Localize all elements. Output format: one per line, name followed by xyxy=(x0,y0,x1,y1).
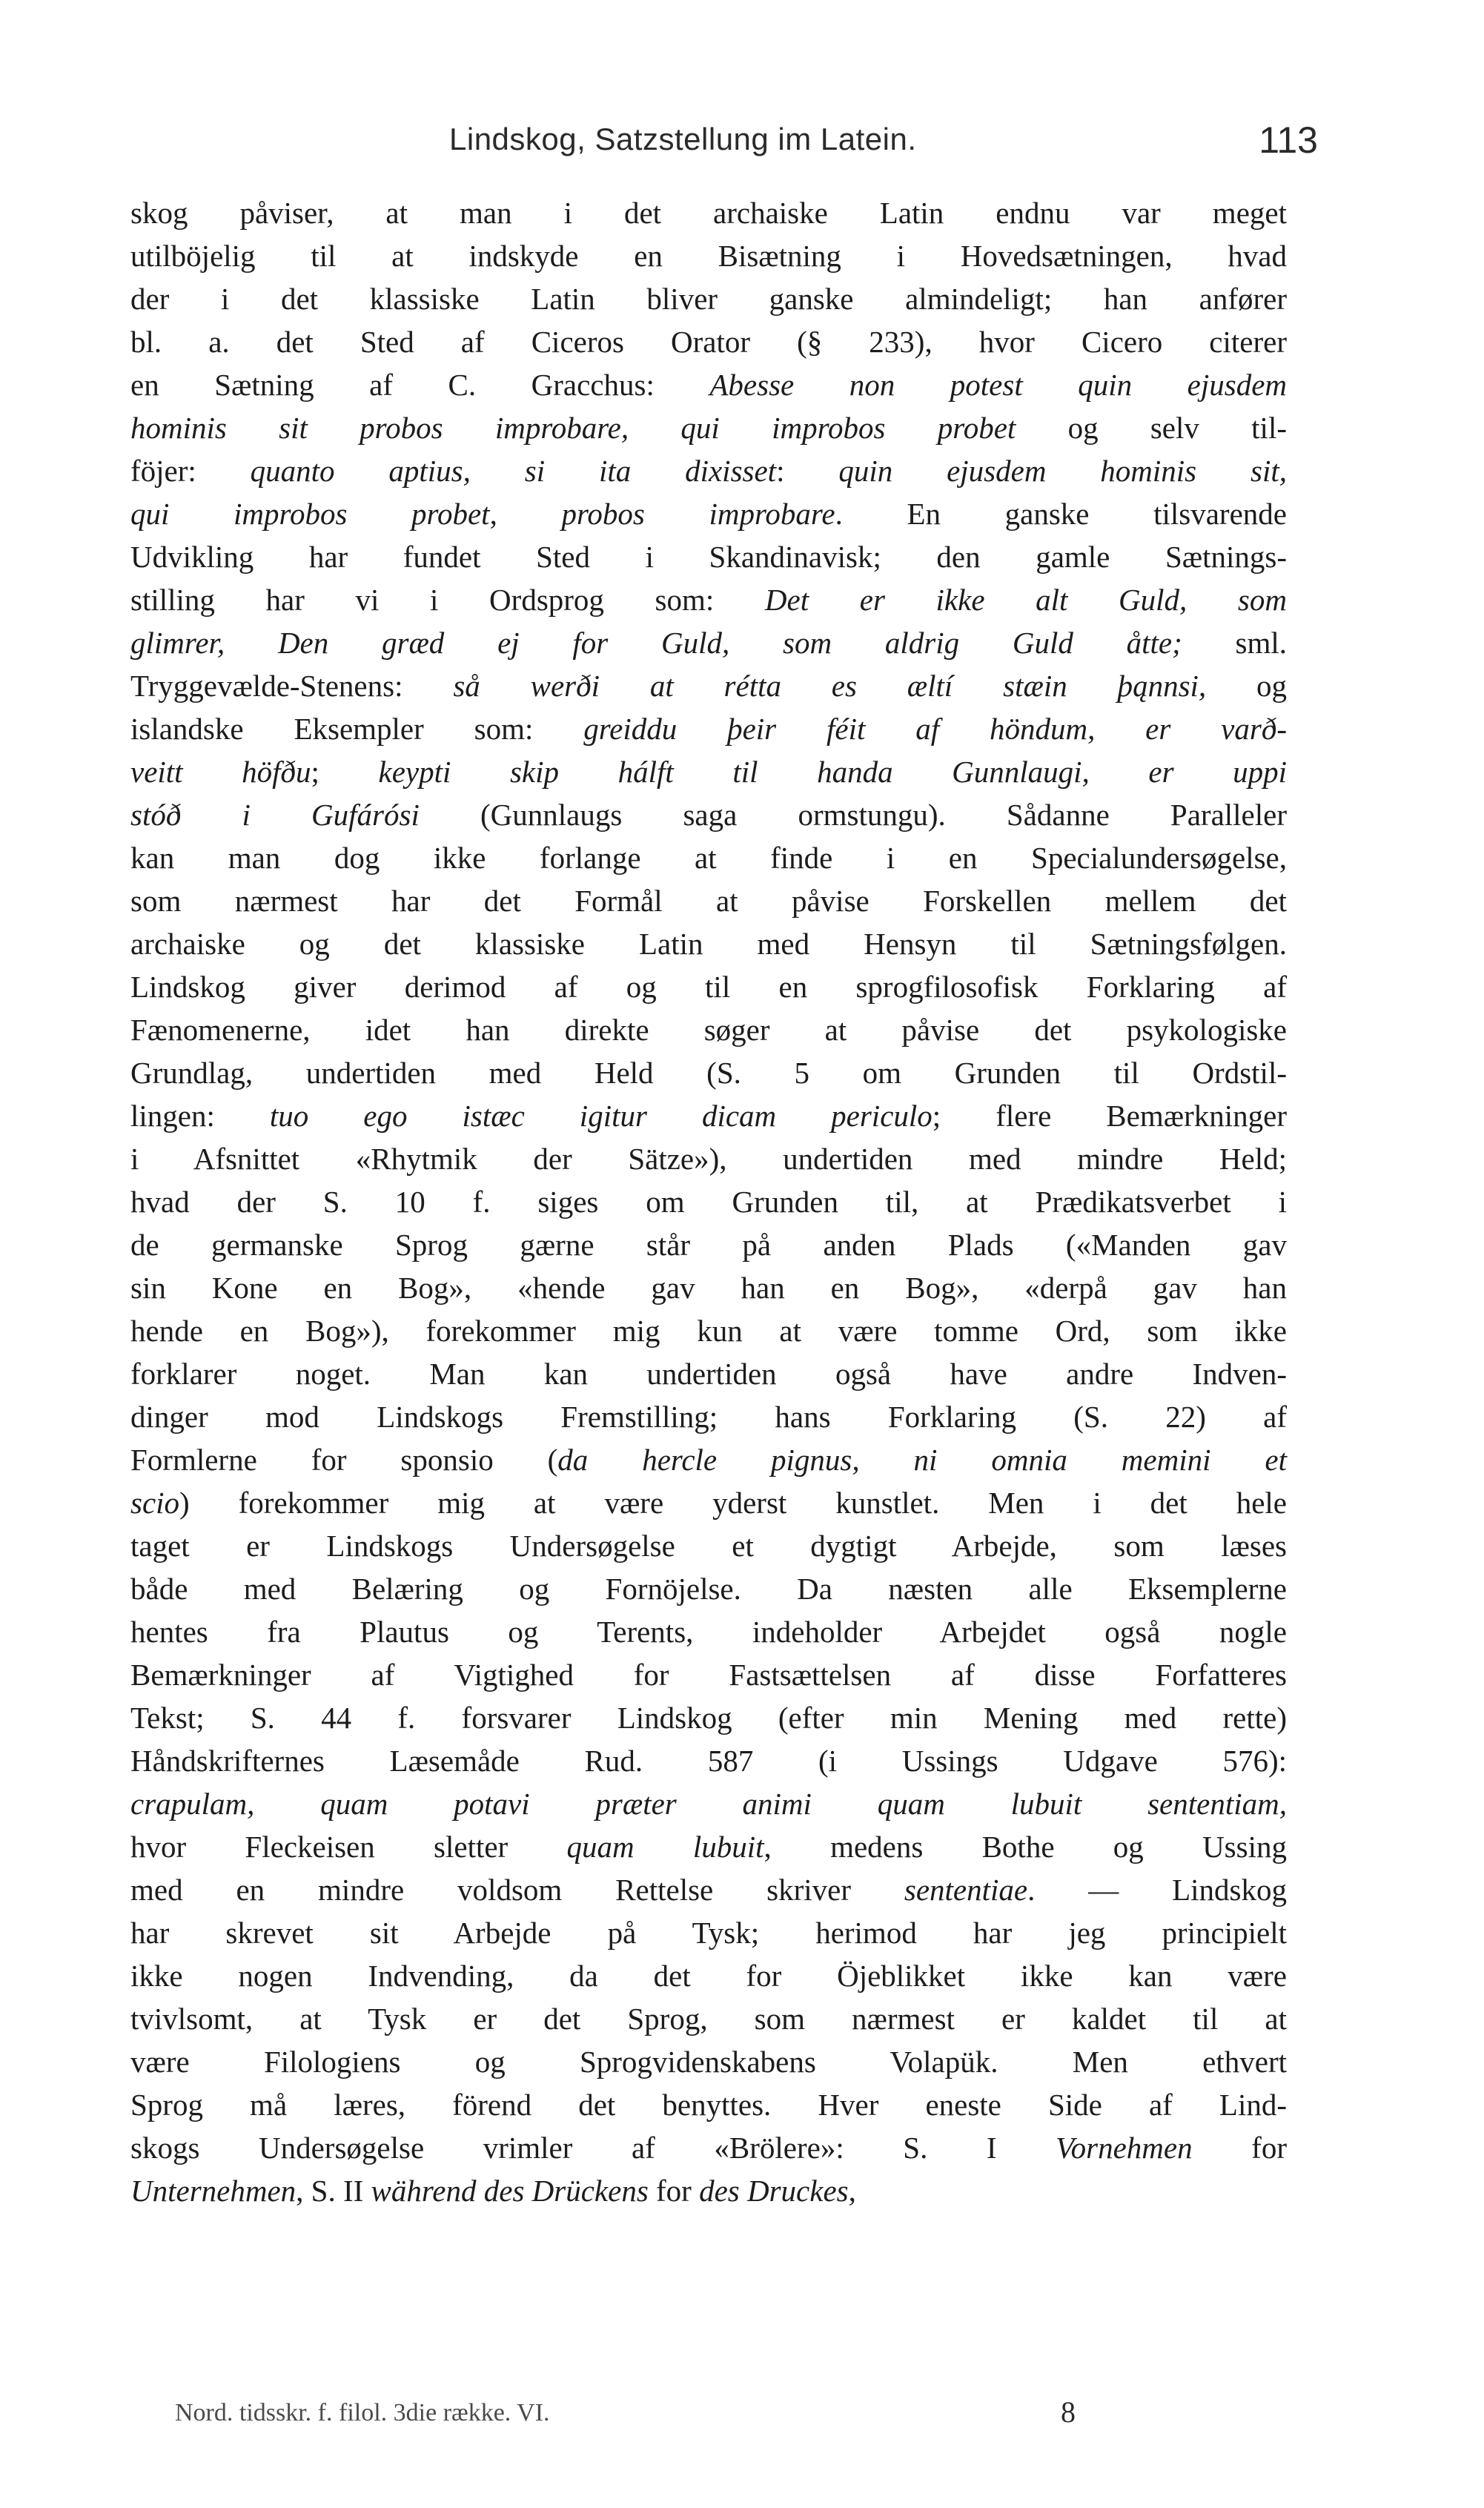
text-segment: Udvikling har fundet Sted i Skandinavisk; den gamle Sætnings- xyxy=(130,540,1287,574)
italic-segment: Det er ikke alt Guld, som xyxy=(764,583,1287,617)
journal-reference: Nord. tidsskr. f. filol. 3die række. VI. xyxy=(175,2399,550,2426)
text-segment: Tryggevælde-Stenens: xyxy=(130,669,454,703)
text-segment: archaiske og det klassiske Latin med Hensyn til Sætningsfølgen. xyxy=(130,927,1287,961)
text-segment: utilböjelig til at indskyde en Bisætning i Hovedsætningen, hvad xyxy=(130,239,1287,273)
text-segment: föjer: xyxy=(130,454,251,488)
text-line xyxy=(130,1739,1287,1782)
text-segment: ikke nogen Indvending, da det for Öjeblikket ikke kan være xyxy=(130,1959,1287,1993)
text-line xyxy=(130,2040,1287,2083)
text-segment: for xyxy=(648,2174,700,2208)
text-segment: Fænomenerne, idet han direkte søger at påvise det psykologiske xyxy=(130,1013,1287,1047)
text-line xyxy=(130,1868,1287,1911)
text-segment: bl. a. det Sted af Ciceros Orator (§ 233), hvor Cicero citerer xyxy=(130,325,1287,359)
text-segment: både med Belæring og Fornöjelse. Da næsten alle Eksemplerne xyxy=(130,1572,1287,1606)
text-line xyxy=(130,1481,1287,1524)
text-segment: i Afsnittet «Rhytmik der Sätze»), undertiden med mindre Held; xyxy=(130,1142,1287,1176)
text-line xyxy=(130,664,1287,707)
text-line xyxy=(130,1352,1287,1395)
text-segment: være Filologiens og Sprogvidenskabens Volapük. Men ethvert xyxy=(130,2045,1287,2079)
italic-segment: sententiae xyxy=(904,1873,1028,1907)
text-segment: skogs Undersøgelse vrimler af «Brölere»: S. I xyxy=(130,2131,1056,2165)
text-segment: lingen: xyxy=(130,1099,270,1133)
text-line xyxy=(130,1395,1287,1438)
text-segment: dinger mod Lindskogs Fremstilling; hans Forklaring (S. 22) af xyxy=(130,1400,1287,1434)
text-segment: som nærmest har det Formål at påvise Forskellen mellem det xyxy=(130,884,1287,918)
text-segment: med en mindre voldsom Rettelse skriver xyxy=(130,1873,904,1907)
text-segment: , xyxy=(489,497,562,531)
text-segment: taget er Lindskogs Undersøgelse et dygtigt Arbejde, som læses xyxy=(130,1529,1287,1563)
text-line xyxy=(130,535,1287,578)
text-line xyxy=(130,1653,1287,1696)
text-line xyxy=(130,578,1287,621)
text-line xyxy=(130,1524,1287,1567)
italic-segment: så werði at rétta es æltí stæin þąnnsi, xyxy=(453,669,1207,703)
italic-segment: glimrer, Den græd ej for Guld, som aldrig Guld åtte; xyxy=(130,626,1182,660)
text-segment: Bemærkninger af Vigtighed for Fastsættelsen af disse Forfatteres xyxy=(130,1658,1287,1692)
text-segment: de germanske Sprog gærne står på anden Plads («Manden gav xyxy=(130,1228,1287,1262)
body-text xyxy=(130,191,1287,2212)
text-segment: : xyxy=(776,454,839,488)
text-segment: forklarer noget. Man kan undertiden også have andre Indven- xyxy=(130,1357,1287,1391)
italic-segment: Abesse non potest quin ejusdem xyxy=(709,368,1288,402)
text-line xyxy=(130,793,1287,836)
text-line xyxy=(130,750,1287,793)
text-line xyxy=(130,1094,1287,1137)
text-line xyxy=(130,1180,1287,1223)
text-line xyxy=(130,1610,1287,1653)
italic-segment: hominis sit probos improbare, qui improbos probet xyxy=(130,411,1016,445)
text-line xyxy=(130,1954,1287,1997)
text-segment: Tekst; S. 44 f. forsvarer Lindskog (efter min Mening med rette) xyxy=(130,1701,1287,1735)
text-line xyxy=(130,1008,1287,1051)
text-line xyxy=(130,2126,1287,2169)
italic-segment: stóð i Gufárósi xyxy=(130,798,420,832)
text-line xyxy=(130,363,1287,406)
page-number: 113 xyxy=(1259,119,1318,161)
text-segment: sin Kone en Bog», «hende gav han en Bog», «derpå gav han xyxy=(130,1271,1287,1305)
italic-segment: greiddu þeir féit af höndum, er varð- xyxy=(583,712,1287,746)
text-line xyxy=(130,1911,1287,1954)
italic-segment: des Druckes xyxy=(699,2174,849,2208)
text-line xyxy=(130,621,1287,664)
text-line xyxy=(130,234,1287,277)
text-segment: skog påviser, at man i det archaiske Latin endnu var meget xyxy=(130,196,1287,230)
text-segment: . En ganske tilsvarende xyxy=(835,497,1287,531)
text-segment: der i det klassiske Latin bliver ganske almindeligt; han anfører xyxy=(130,282,1287,316)
text-segment: og selv til- xyxy=(1016,411,1287,445)
text-segment: kan man dog ikke forlange at finde i en Specialundersøgelse, xyxy=(130,841,1287,875)
text-segment: Sprog må læres, förend det benyttes. Hver eneste Side af Lind- xyxy=(130,2088,1287,2122)
text-line xyxy=(130,1309,1287,1352)
italic-segment: quin ejusdem hominis sit, xyxy=(838,454,1287,488)
text-line xyxy=(130,406,1287,449)
text-line xyxy=(130,707,1287,750)
text-line xyxy=(130,320,1287,363)
text-segment: en Sætning af C. Gracchus: xyxy=(130,368,710,402)
text-line xyxy=(130,879,1287,922)
text-segment: , xyxy=(848,2174,856,2208)
text-line xyxy=(130,836,1287,879)
text-segment: sml. xyxy=(1182,626,1287,660)
text-segment: ) forekommer mig at være yderst kunstlet. Men i det hele xyxy=(179,1486,1287,1520)
text-line xyxy=(130,191,1287,234)
text-segment: har skrevet sit Arbejde på Tysk; herimod har jeg principielt xyxy=(130,1916,1287,1950)
italic-segment: veitt höfðu xyxy=(130,755,311,789)
text-segment: stilling har vi i Ordsprog som: xyxy=(130,583,765,617)
italic-segment: Unternehmen xyxy=(130,2174,297,2208)
text-line xyxy=(130,1825,1287,1868)
text-line xyxy=(130,1051,1287,1094)
text-segment: for xyxy=(1192,2131,1287,2165)
italic-segment: qui improbos probet xyxy=(130,497,490,531)
italic-segment: crapulam, quam potavi præter animi quam lubuit sententiam, xyxy=(130,1787,1287,1821)
italic-segment: quanto aptius, si ita dixisset xyxy=(250,454,777,488)
italic-segment: scio xyxy=(130,1486,180,1520)
printer-signature: 8 xyxy=(1061,2395,1076,2429)
italic-segment: da hercle pignus, ni omnia memini et xyxy=(557,1443,1287,1477)
text-line xyxy=(130,492,1287,535)
italic-segment: tuo ego istæc igitur dicam periculo xyxy=(269,1099,933,1133)
text-segment: hende en Bog»), forekommer mig kun at være tomme Ord, som ikke xyxy=(130,1314,1287,1348)
text-segment: Formlerne for sponsio ( xyxy=(130,1443,558,1477)
text-segment: , medens Bothe og Ussing xyxy=(763,1830,1287,1864)
text-line xyxy=(130,1137,1287,1180)
text-segment: og xyxy=(1206,669,1288,703)
text-line xyxy=(130,449,1287,492)
text-line xyxy=(130,1223,1287,1266)
text-line xyxy=(130,2083,1287,2126)
italic-segment: während des Drückens xyxy=(371,2174,649,2208)
text-line xyxy=(130,922,1287,965)
text-segment: ; xyxy=(311,755,379,789)
text-line xyxy=(130,277,1287,320)
text-line xyxy=(130,1438,1287,1481)
text-segment: , S. II xyxy=(296,2174,371,2208)
running-title: Lindskog, Satzstellung im Latein. xyxy=(449,122,917,156)
text-line xyxy=(130,965,1287,1008)
page-footer xyxy=(175,2395,1109,2436)
text-segment: ; flere Bemærkninger xyxy=(932,1099,1287,1133)
italic-segment: quam lubuit xyxy=(566,1830,764,1864)
text-line xyxy=(130,1696,1287,1739)
text-segment: islandske Eksempler som: xyxy=(130,712,584,746)
italic-segment: Vornehmen xyxy=(1056,2131,1193,2165)
text-segment: tvivlsomt, at Tysk er det Sprog, som nærmest er kaldet til at xyxy=(130,2002,1287,2036)
text-segment: hvad der S. 10 f. siges om Grunden til, at Prædikatsverbet i xyxy=(130,1185,1287,1219)
text-segment: . — Lindskog xyxy=(1027,1873,1287,1907)
text-line xyxy=(130,1997,1287,2040)
text-line xyxy=(130,1782,1287,1825)
italic-segment: keypti skip hálft til handa Gunnlaugi, er uppi xyxy=(378,755,1287,789)
text-line xyxy=(130,2169,1287,2212)
italic-segment: probos improbare xyxy=(561,497,835,531)
text-segment: hentes fra Plautus og Terents, indeholder Arbejdet også nogle xyxy=(130,1615,1287,1649)
text-line xyxy=(130,1567,1287,1610)
text-line xyxy=(130,1266,1287,1309)
text-segment: Grundlag, undertiden med Held (S. 5 om Grunden til Ordstil- xyxy=(130,1056,1287,1090)
text-segment: (Gunnlaugs saga ormstungu). Sådanne Paralleler xyxy=(419,798,1288,832)
text-segment: Lindskog giver derimod af og til en sprogfilosofisk Forklaring af xyxy=(130,970,1287,1004)
text-segment: hvor Fleckeisen sletter xyxy=(130,1830,567,1864)
text-segment: Håndskrifternes Læsemåde Rud. 587 (i Ussings Udgave 576): xyxy=(130,1744,1287,1778)
running-head xyxy=(130,119,1361,166)
